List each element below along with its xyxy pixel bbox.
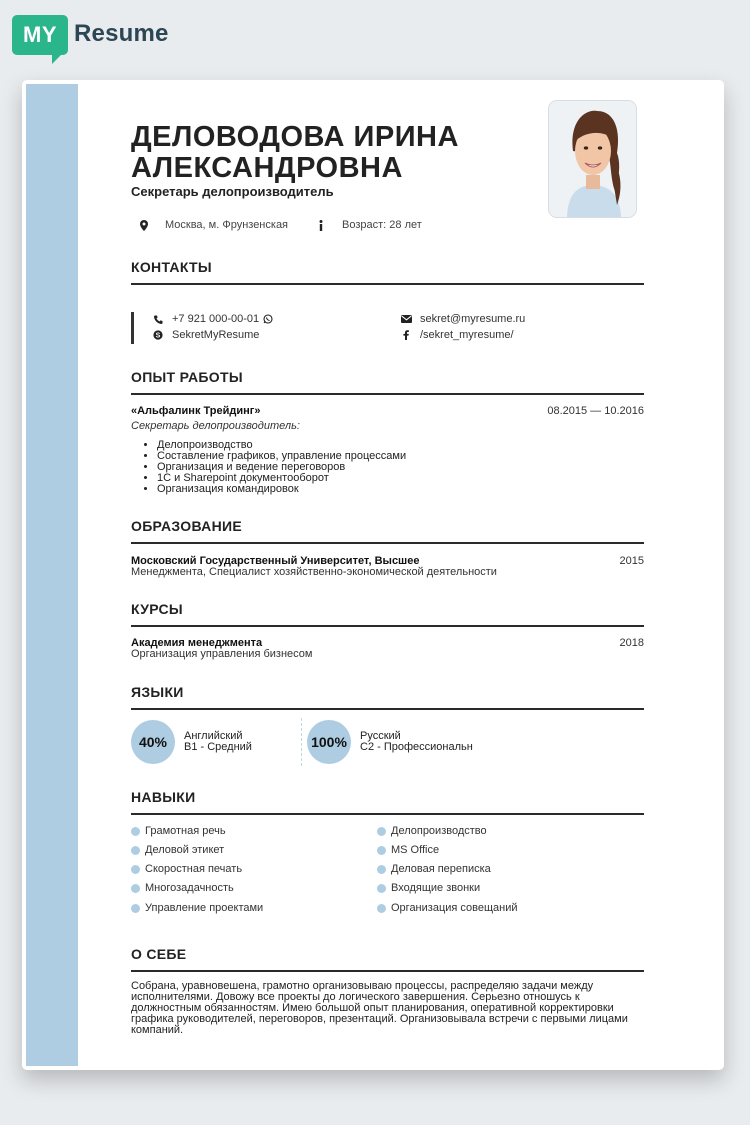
language-divider <box>301 718 302 766</box>
svg-text:S: S <box>155 332 161 340</box>
resume-content <box>131 80 644 1070</box>
course-details: Организация управления бизнесом <box>131 648 313 660</box>
email-row[interactable] <box>400 313 525 325</box>
language-name: Русский <box>360 730 401 742</box>
facebook-icon <box>400 330 412 340</box>
language-name: Английский <box>184 730 243 742</box>
contacts-heading: КОНТАКТЫ <box>131 259 644 285</box>
bullet-dot <box>377 865 386 874</box>
language-level-circle: 100% <box>307 720 351 764</box>
skills-heading: НАВЫКИ <box>131 789 644 815</box>
duties-list <box>147 440 406 495</box>
personal-meta <box>131 219 442 231</box>
company-name: «Альфалинк Трейдинг» <box>131 405 261 417</box>
duty-item: • Составление графиков, управление процессами <box>157 451 406 462</box>
duty-item: • 1С и Sharepoint документооборот <box>157 473 406 484</box>
contacts-block <box>131 312 644 344</box>
work-period: 08.2015 — 10.2016 <box>547 405 644 417</box>
logo-speech-tail <box>52 52 64 64</box>
logo-my: MY <box>23 22 57 47</box>
duty-item: • Организация командировок <box>157 484 406 495</box>
map-pin-icon <box>137 220 151 231</box>
bullet-dot <box>377 904 386 913</box>
about-text: Собрана, уравновешена, грамотно организовываю процессы, распределяю задачи между исполнителями. Довожу все проекты до логического завершения. Серьезно отношусь к должностным обязанностям. Имею большой опыт планирования, оперативной корректировки графика руководителей, переговоров, презентаций. Организовывала встречи с первыми лицами компаний. <box>131 980 628 1036</box>
language-english <box>131 720 252 764</box>
bullet-dot <box>131 846 140 855</box>
courses-heading: КУРСЫ <box>131 601 644 627</box>
phone-row[interactable] <box>152 313 273 325</box>
experience-heading: ОПЫТ РАБОТЫ <box>131 369 644 395</box>
bullet-dot <box>131 865 140 874</box>
name-line-2: АЛЕКСАНДРОВНА <box>131 152 403 184</box>
education-details: Менеджмента, Специалист хозяйственно-экономической деятельности <box>131 566 497 578</box>
facebook-handle: /sekret_myresume/ <box>420 329 514 341</box>
education-year: 2015 <box>619 555 644 567</box>
phone-icon <box>152 315 164 324</box>
skill-item: Организация совещаний <box>377 902 518 914</box>
skype-handle: SekretMyResume <box>172 329 260 341</box>
side-stripe <box>26 84 78 1066</box>
location-text: Москва, м. Фрунзенская <box>165 219 289 231</box>
course-name: Академия менеджмента <box>131 637 263 649</box>
job-title: Секретарь делопроизводитель <box>131 184 334 199</box>
position-title: Секретарь делопроизводитель: <box>131 420 300 432</box>
course-year: 2018 <box>619 637 644 649</box>
bullet-dot <box>377 846 386 855</box>
language-russian <box>307 720 473 764</box>
skill-item: Деловой этикет <box>131 844 224 856</box>
skill-item: Входящие звонки <box>377 882 480 894</box>
logo-badge <box>12 15 68 55</box>
email-address: sekret@myresume.ru <box>420 313 526 325</box>
phone-number: +7 921 000-00-01 <box>172 313 260 325</box>
skill-item: Управление проектами <box>131 902 263 914</box>
facebook-row[interactable] <box>400 329 514 341</box>
duty-item: • Делопроизводство <box>157 440 406 451</box>
language-level: C2 - Профессиональн <box>360 741 473 753</box>
skill-item: Грамотная речь <box>131 825 226 837</box>
logo-wordmark: Resume <box>74 20 169 47</box>
education-heading: ОБРАЗОВАНИЕ <box>131 518 644 544</box>
bullet-dot <box>131 904 140 913</box>
languages-heading: ЯЗЫКИ <box>131 684 644 710</box>
age-text: Возраст: 28 лет <box>342 219 422 231</box>
language-level-circle: 40% <box>131 720 175 764</box>
skype-icon <box>152 330 164 340</box>
skill-item: Деловая переписка <box>377 863 491 875</box>
profile-photo <box>548 100 637 218</box>
skill-item: MS Office <box>377 844 439 856</box>
skill-item: Делопроизводство <box>377 825 487 837</box>
bullet-dot <box>131 884 140 893</box>
name-line-1: ДЕЛОВОДОВА ИРИНА <box>131 121 459 153</box>
bullet-dot <box>377 884 386 893</box>
info-icon <box>314 220 328 231</box>
skype-row[interactable] <box>152 329 259 341</box>
duty-item: • Организация и ведение переговоров <box>157 462 406 473</box>
about-heading: О СЕБЕ <box>131 946 644 972</box>
skill-item: Скоростная печать <box>131 863 242 875</box>
bullet-dot <box>131 827 140 836</box>
whatsapp-icon <box>263 314 273 324</box>
resume-page <box>22 80 724 1070</box>
skill-item: Многозадачность <box>131 882 234 894</box>
full-name <box>131 122 531 184</box>
brand-logo[interactable] <box>12 12 187 64</box>
bullet-dot <box>377 827 386 836</box>
school-name: Московский Государственный Университет, Высшее <box>131 555 420 567</box>
language-level: B1 - Средний <box>184 741 252 753</box>
envelope-icon <box>400 315 412 323</box>
